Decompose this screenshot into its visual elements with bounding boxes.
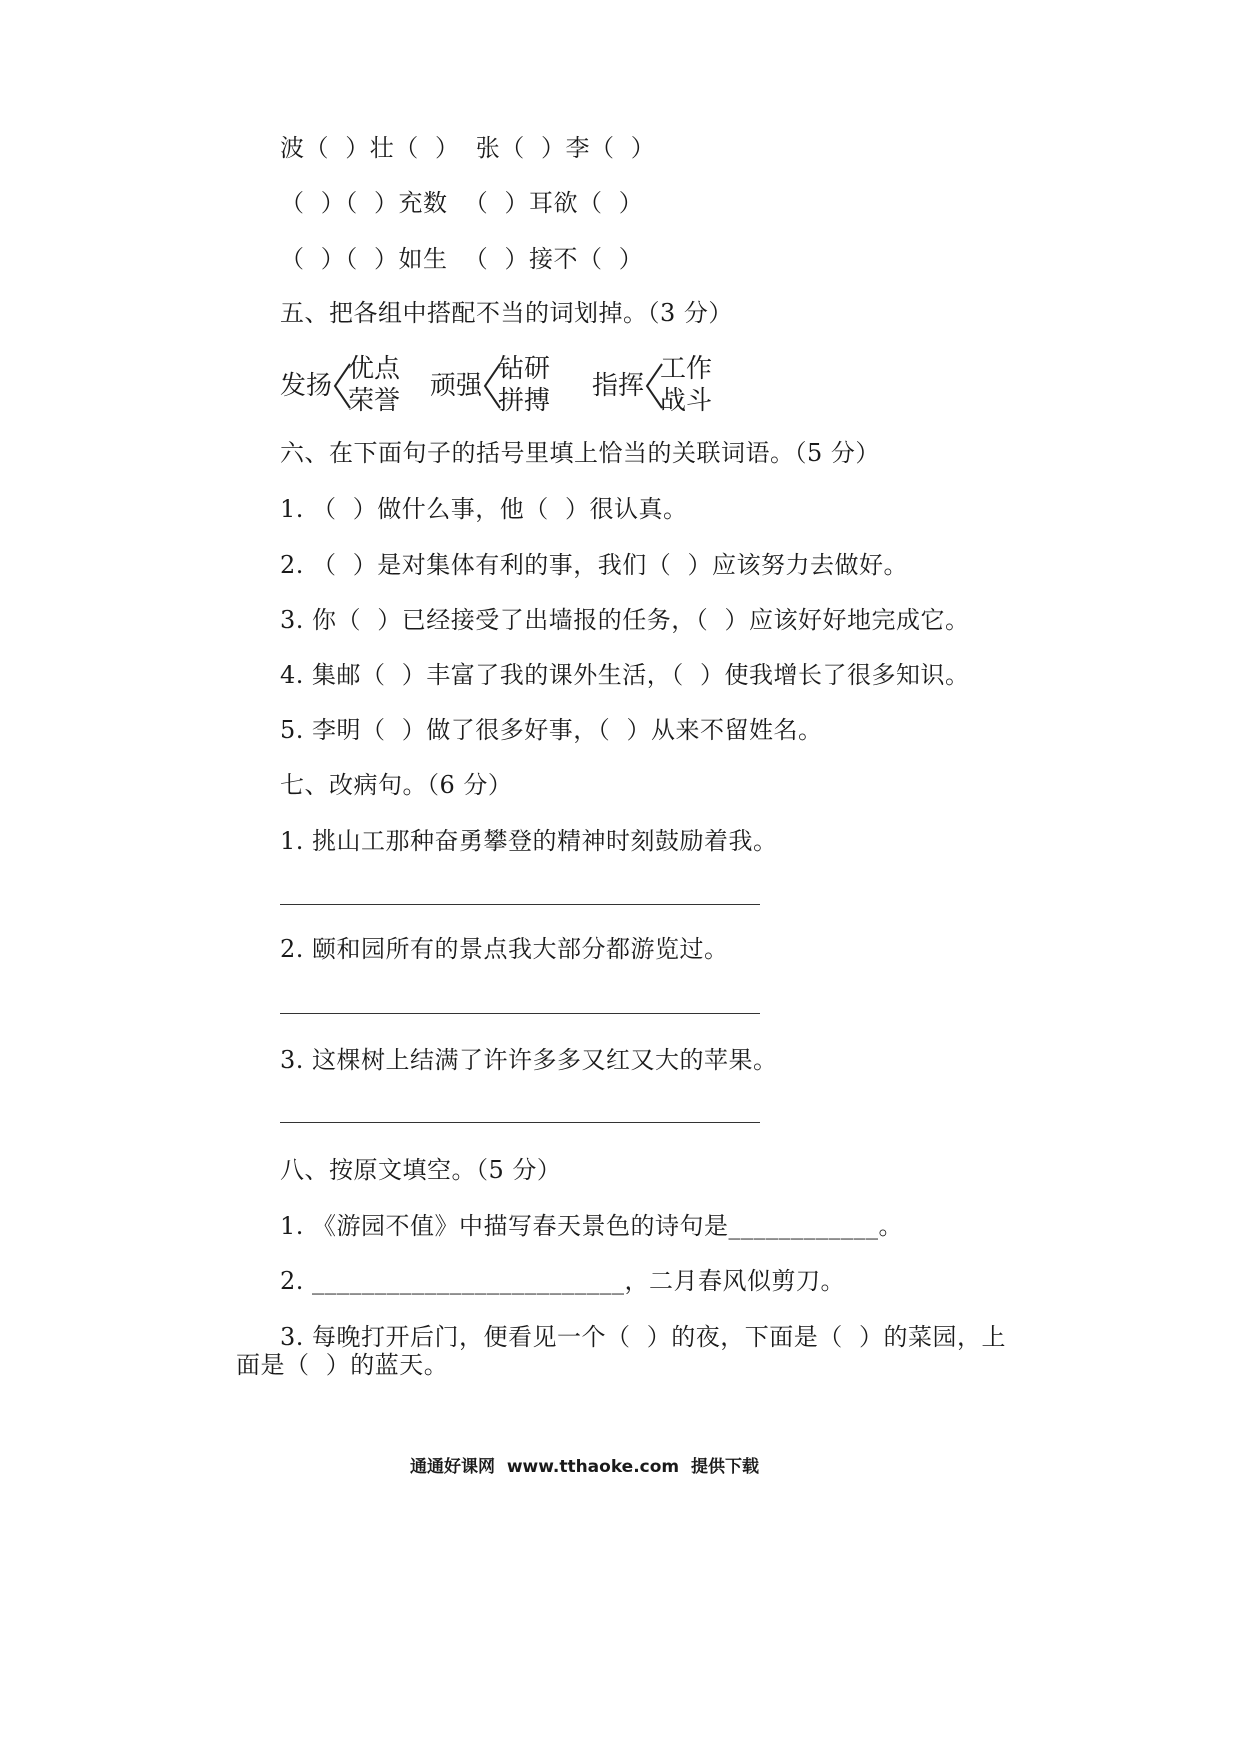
choice-option: 工作: [660, 354, 713, 384]
section-6-item-1: 1. （ ）做什么事，他（ ）很认真。: [280, 495, 688, 523]
section-8-item-3-line-2: 面是（ ）的蓝天。: [236, 1351, 449, 1379]
answer-line-1[interactable]: [280, 904, 760, 905]
choice-option: 优点: [348, 354, 401, 384]
section-7-item-2: 2. 颐和园所有的景点我大部分都游览过。: [280, 935, 729, 963]
section-6-item-5: 5. 李明（ ）做了很多好事，（ ）从来不留姓名。: [280, 716, 823, 744]
section-6-title: 六、在下面句子的括号里填上恰当的关联词语。（5 分）: [280, 439, 880, 467]
choice-option: 战斗: [660, 386, 713, 416]
section-7-title: 七、改病句。（6 分）: [280, 771, 513, 799]
choice-group-3: [592, 354, 722, 418]
choice-verb: 指挥: [592, 371, 645, 401]
section-8-item-1: 1. 《游园不值》中描写春天景色的诗句是____________。: [280, 1212, 904, 1240]
section-8-item-2: 2. _________________________，二月春风似剪刀。: [280, 1267, 846, 1295]
section-7-item-3: 3. 这棵树上结满了许许多多又红又大的苹果。: [280, 1046, 778, 1074]
answer-line-2[interactable]: [280, 1013, 760, 1014]
choice-verb: 顽强: [430, 371, 483, 401]
section-6-item-2: 2. （ ）是对集体有利的事，我们（ ）应该努力去做好。: [280, 551, 909, 579]
section-5-title: 五、把各组中搭配不当的词划掉。（3 分）: [280, 299, 733, 327]
section-6-item-4: 4. 集邮（ ）丰富了我的课外生活，（ ）使我增长了很多知识。: [280, 661, 970, 689]
section-6-item-3: 3. 你（ ）已经接受了出墙报的任务，（ ）应该好好地完成它。: [280, 606, 970, 634]
choice-option: 钻研: [498, 354, 551, 384]
choice-option: 荣誉: [348, 386, 401, 416]
choice-verb: 发扬: [280, 371, 333, 401]
idiom-row-2: （ ）（ ）充数 （ ）耳欲（ ）: [280, 189, 644, 217]
choice-option: 拼搏: [498, 386, 551, 416]
idiom-row-1: 波（ ）壮（ ） 张（ ）李（ ）: [280, 134, 656, 162]
idiom-row-3: （ ）（ ）如生 （ ）接不（ ）: [280, 245, 644, 273]
section-8-title: 八、按原文填空。（5 分）: [280, 1156, 562, 1184]
page-footer: 通通好课网 www.tthaoke.com 提供下载: [410, 1457, 759, 1477]
choice-group-2: [430, 354, 560, 418]
section-8-item-3-line-1: 3. 每晚打开后门，便看见一个（ ）的夜，下面是（ ）的菜园，上: [280, 1323, 1007, 1351]
choice-group-1: [280, 354, 410, 418]
section-7-item-1: 1. 挑山工那种奋勇攀登的精神时刻鼓励着我。: [280, 827, 778, 855]
answer-line-3[interactable]: [280, 1122, 760, 1123]
